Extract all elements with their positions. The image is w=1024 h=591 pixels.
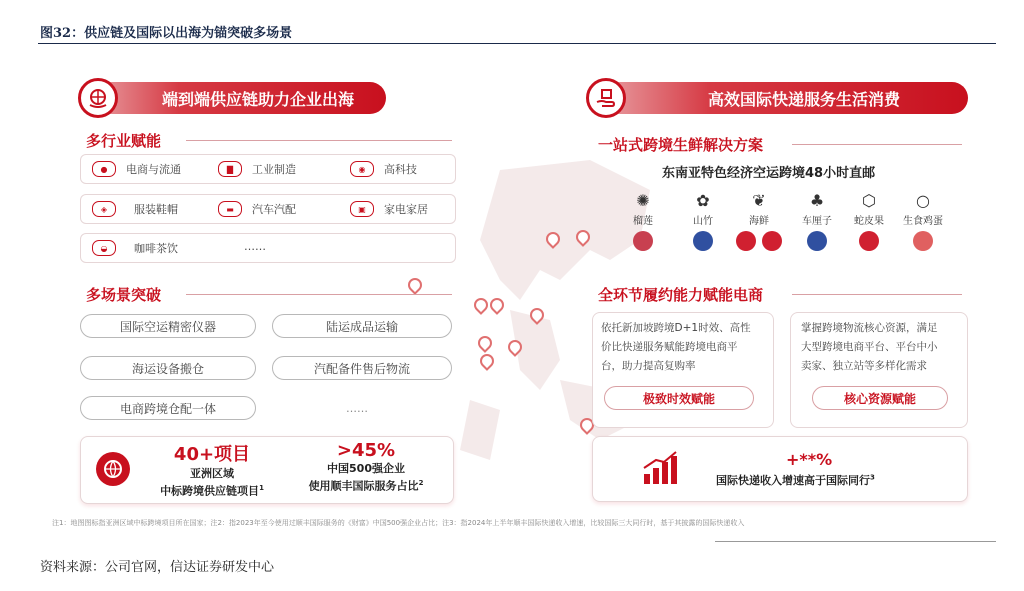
stat-share: [296, 440, 436, 494]
card-text: 掌握跨境物流核心资源，满足 大型跨境电商平台、平台中小 卖家、独立站等多样化需求: [801, 322, 938, 372]
stat-value: 40+项目: [173, 444, 251, 465]
fresh-item: ✺ 榴莲: [620, 190, 666, 251]
fish-icon: ❦: [752, 191, 766, 210]
country-flag: [807, 231, 827, 251]
country-flag: [913, 231, 933, 251]
industry-item: ▬ 汽车汽配: [218, 201, 296, 217]
country-flag: [633, 231, 653, 251]
clothes-icon: ◈: [92, 201, 116, 217]
speed-empower-pill: 极致时效赋能: [604, 386, 754, 410]
industry-item: ● 电商与流通: [92, 161, 181, 177]
globe-pin-icon: [96, 452, 130, 486]
fresh-item: ⬡ 蛇皮果: [846, 190, 892, 251]
scenario-pill: 陆运成品运输: [272, 314, 452, 338]
figure-title: 图32：供应链及国际以出海为锚突破多场景: [40, 26, 293, 41]
fresh-subtitle: 东南亚特色经济空运跨境48小时直邮: [662, 166, 876, 181]
industry-item: ◈ 服装鞋帽: [92, 201, 178, 217]
hand-box-icon: [586, 78, 626, 118]
industry-section-title: 多行业赋能: [86, 132, 162, 150]
industry-item: ◉ 高科技: [350, 161, 417, 177]
fresh-item: ○ 生食鸡蛋: [900, 190, 946, 251]
footnote: 注1：地图图标指亚洲区域中标跨境项目所在国家；注2：指2023年至今使用过顺丰国际服务的《财富》中国500强企业占比；注3：指2024年上半年顺丰国际快递收入增速，比较国际三大同行时，基于其披露的国际快递收入: [52, 519, 745, 527]
fresh-section-title: 一站式跨境生鲜解决方案: [598, 136, 764, 154]
scenario-pill: 电商跨境仓配一体: [80, 396, 256, 420]
stat-line: 中国500强企业: [327, 462, 405, 475]
map-pin: [405, 275, 425, 295]
section-divider: [792, 144, 962, 145]
resource-empower-pill: 核心资源赋能: [812, 386, 948, 410]
industry-item: ◒ 咖啡茶饮: [92, 240, 178, 256]
chip-icon: ◉: [350, 161, 374, 177]
right-banner-title: 高效国际快递服务生活消费: [707, 89, 900, 109]
stat-value: >45%: [336, 440, 396, 461]
egg-icon: ○: [916, 191, 930, 210]
scenario-more: ……: [346, 402, 368, 415]
stat-line: 亚洲区域: [190, 467, 234, 480]
growth-text: 国际快递收入增速高于国际同行$^3$: [716, 473, 875, 487]
scenario-pill: 海运设备搬仓: [80, 356, 256, 380]
section-divider: [186, 140, 452, 141]
globe-hand-icon: [78, 78, 118, 118]
country-flag: [693, 231, 713, 251]
scenario-pill: 国际空运精密仪器: [80, 314, 256, 338]
card-text: 依托新加坡跨境D+1时效、高性 价比快递服务赋能跨境电商平 台，助力提高复购率: [601, 322, 751, 372]
section-divider: [186, 294, 452, 295]
stat-line: 中标跨境供应链项目$^1$: [160, 484, 264, 498]
right-banner: [600, 82, 968, 114]
factory-icon: ▇: [218, 161, 242, 177]
cart-icon: ●: [92, 161, 116, 177]
country-flag: [762, 231, 782, 251]
section-divider: [792, 294, 962, 295]
left-banner: [90, 82, 386, 114]
appliance-icon: ▣: [350, 201, 374, 217]
fresh-item: ❦ 海鲜: [736, 190, 782, 251]
fresh-item: ✿ 山竹: [680, 190, 726, 251]
stat-projects: [152, 440, 272, 499]
fulfil-card: [790, 312, 968, 428]
industry-item: ▇ 工业制造: [218, 161, 296, 177]
salak-icon: ⬡: [862, 191, 876, 210]
left-banner-title: 端到端供应链助力企业出海: [161, 89, 354, 109]
durian-icon: ✺: [636, 191, 650, 210]
country-flag: [736, 231, 756, 251]
growth-value: +**%: [786, 450, 833, 469]
bar-growth-icon: [640, 448, 680, 488]
source-note: 资料来源：公司官网，信达证券研发中心: [40, 560, 275, 575]
car-icon: ▬: [218, 201, 242, 217]
cherry-icon: ♣: [809, 191, 825, 210]
stat-line: 使用顺丰国际服务占比$^2$: [308, 479, 424, 493]
fulfil-section-title: 全环节履约能力赋能电商: [598, 286, 764, 304]
industry-item-more: ……: [244, 240, 266, 253]
coffee-icon: ◒: [92, 240, 116, 256]
scenario-section-title: 多场景突破: [86, 286, 162, 304]
industry-item: ▣ 家电家居: [350, 201, 428, 217]
country-flag: [859, 231, 879, 251]
footer-rule: [715, 541, 996, 542]
mangosteen-icon: ✿: [696, 191, 710, 210]
title-rule: [38, 43, 996, 44]
fresh-item: ♣ 车厘子: [794, 190, 840, 251]
fulfil-card: [592, 312, 774, 428]
scenario-pill: 汽配备件售后物流: [272, 356, 452, 380]
